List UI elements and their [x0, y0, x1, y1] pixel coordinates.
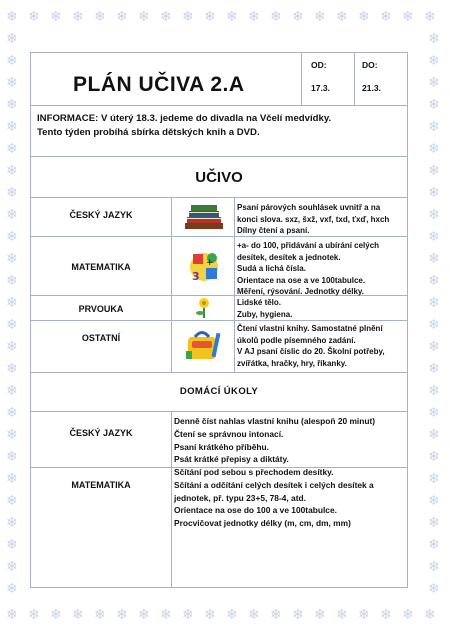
snowflake-icon: ❄	[28, 607, 40, 623]
snowflake-icon: ❄	[182, 607, 194, 623]
divider	[31, 197, 407, 198]
snowflake-icon: ❄	[6, 9, 18, 25]
snowflake-icon: ❄	[6, 471, 18, 487]
homework-line: Sčítání a odčítání celých desítek i celých desítek a	[174, 479, 374, 490]
topic-line: Čtení vlastní knihy. Samostatné plnění	[237, 324, 383, 333]
lesson-plan-sheet	[30, 52, 408, 588]
snowflake-icon: ❄	[428, 53, 440, 69]
snowflake-icon: ❄	[402, 607, 414, 623]
snowflake-icon: ❄	[204, 9, 216, 25]
svg-text:3: 3	[192, 270, 200, 283]
homework-text	[174, 466, 404, 530]
snowflake-icon: ❄	[6, 449, 18, 465]
snowflake-icon: ❄	[72, 607, 84, 623]
divider	[171, 197, 172, 372]
info-line: Tento týden probíhá sbírka dětských knih a DVD.	[37, 126, 260, 138]
info-line: INFORMACE: V úterý 18.3. jedeme do divadla na Včelí medvídky.	[37, 113, 332, 124]
snowflake-icon: ❄	[6, 273, 18, 289]
topic-text	[237, 297, 403, 320]
date-to-value: 21.3.	[362, 83, 381, 93]
homework-line: Denně číst nahlas vlastní knihu (alespoň 20 minut)	[174, 416, 376, 426]
topic-line: Zuby, hygiena.	[237, 309, 293, 319]
books-icon	[183, 203, 225, 231]
topic-line: úkolů podle písemného zadání.	[237, 335, 356, 345]
snowflake-icon: ❄	[6, 607, 18, 623]
snowflake-icon: ❄	[428, 295, 440, 311]
snowflake-icon: ❄	[248, 607, 260, 623]
date-from-value: 17.3.	[311, 83, 330, 93]
date-to-label: DO:	[362, 60, 378, 70]
ucivo-heading: UČIVO	[195, 169, 243, 186]
snowflake-icon: ❄	[50, 9, 62, 25]
snowflake-icon: ❄	[428, 537, 440, 553]
topic-line: zvířátka, hračky, hry, říkanky.	[237, 358, 347, 368]
topic-line: konci slova. sxz, šxž, vxf, txd, ťxď, hxch	[237, 214, 390, 224]
snowflake-icon: ❄	[428, 515, 440, 531]
snowflake-icon: ❄	[428, 251, 440, 267]
snowflake-icon: ❄	[428, 449, 440, 465]
snowflake-icon: ❄	[6, 229, 18, 245]
snowflake-icon: ❄	[314, 607, 326, 623]
snowflake-icon: ❄	[428, 493, 440, 509]
snowflake-icon: ❄	[428, 273, 440, 289]
divider	[31, 411, 407, 412]
snowflake-icon: ❄	[160, 9, 172, 25]
snowflake-icon: ❄	[336, 9, 348, 25]
snowflake-icon: ❄	[6, 97, 18, 113]
divider	[31, 156, 407, 157]
topic-line: Měření, rýsování. Jednotky délky.	[237, 287, 365, 297]
math-icon	[185, 248, 223, 286]
snowflake-icon: ❄	[138, 607, 150, 623]
snowflake-icon: ❄	[428, 581, 440, 597]
snowflake-icon: ❄	[428, 31, 440, 47]
snowflake-icon: ❄	[292, 9, 304, 25]
subject-label: ČESKÝ JAZYK	[69, 428, 133, 438]
snowflake-icon: ❄	[6, 31, 18, 47]
snowflake-icon: ❄	[428, 75, 440, 91]
snowflake-icon: ❄	[204, 607, 216, 623]
snowflake-icon: ❄	[358, 9, 370, 25]
topic-line: Lidské tělo.	[237, 298, 282, 307]
snowflake-icon: ❄	[6, 207, 18, 223]
snowflake-icon: ❄	[428, 383, 440, 399]
homework-line: Orientace na ose do 100 a ve 100tabulce.	[174, 505, 337, 516]
topic-line: V AJ psaní číslic do 20. Školní potřeby,	[237, 347, 385, 357]
snowflake-icon: ❄	[248, 9, 260, 25]
snowflake-icon: ❄	[380, 607, 392, 623]
topic-text	[237, 323, 403, 369]
snowflake-icon: ❄	[428, 405, 440, 421]
snowflake-icon: ❄	[6, 141, 18, 157]
divider	[171, 411, 172, 587]
snowflake-icon: ❄	[6, 317, 18, 333]
snowflake-icon: ❄	[6, 493, 18, 509]
topic-text	[237, 240, 403, 298]
topic-line: Psaní párových souhlásek uvnitř a na	[237, 203, 381, 212]
snowflake-icon: ❄	[428, 185, 440, 201]
snowflake-icon: ❄	[6, 251, 18, 267]
snowflake-icon: ❄	[6, 185, 18, 201]
snowflake-icon: ❄	[182, 9, 194, 25]
homework-line: Procvičovat jednotky délky (m, cm, dm, mm)	[174, 518, 351, 529]
snowflake-icon: ❄	[428, 229, 440, 245]
snowflake-icon: ❄	[6, 383, 18, 399]
subject-label: OSTATNÍ	[81, 333, 121, 343]
snowflake-icon: ❄	[428, 559, 440, 575]
page-title: PLÁN UČIVA 2.A	[73, 73, 245, 96]
snowflake-icon: ❄	[6, 405, 18, 421]
divider	[354, 53, 355, 105]
divider	[234, 197, 235, 372]
snowflake-icon: ❄	[428, 119, 440, 135]
snowflake-icon: ❄	[116, 607, 128, 623]
date-from-label: OD:	[311, 60, 327, 70]
homework-text	[174, 415, 404, 466]
homework-line: Čtení se správnou intonací.	[174, 428, 284, 439]
divider	[31, 105, 407, 106]
snowflake-icon: ❄	[6, 427, 18, 443]
snowflake-icon: ❄	[226, 9, 238, 25]
snowflake-icon: ❄	[424, 9, 436, 25]
snowflake-icon: ❄	[292, 607, 304, 623]
snowflake-icon: ❄	[428, 427, 440, 443]
snowflake-icon: ❄	[428, 471, 440, 487]
snowflake-icon: ❄	[6, 163, 18, 179]
snowflake-icon: ❄	[226, 607, 238, 623]
snowflake-icon: ❄	[428, 207, 440, 223]
snowflake-icon: ❄	[6, 119, 18, 135]
homework-line: jednotek, př. typu 23+5, 78-4, atd.	[174, 492, 306, 503]
topic-line: Sudá a lichá čísla.	[237, 264, 306, 274]
subject-label: MATEMATIKA	[71, 262, 131, 272]
snowflake-icon: ❄	[270, 9, 282, 25]
snowflake-icon: ❄	[428, 339, 440, 355]
topic-line: Orientace na ose a ve 100tabulce.	[237, 275, 366, 285]
topic-line: Dílny čtení a psaní.	[237, 226, 310, 236]
subject-label: MATEMATIKA	[71, 480, 131, 490]
divider	[31, 372, 407, 373]
subject-label: ČESKÝ JAZYK	[69, 210, 133, 220]
school-bag-icon	[184, 327, 224, 361]
info-text	[37, 112, 399, 139]
snowflake-icon: ❄	[6, 537, 18, 553]
snowflake-icon: ❄	[402, 9, 414, 25]
snowflake-icon: ❄	[94, 607, 106, 623]
topic-text	[237, 202, 403, 237]
snowflake-icon: ❄	[116, 9, 128, 25]
snowflake-icon: ❄	[6, 581, 18, 597]
homework-line: Psaní krátkého příběhu.	[174, 441, 269, 452]
snowflake-icon: ❄	[50, 607, 62, 623]
subject-label: PRVOUKA	[78, 304, 124, 314]
snowflake-icon: ❄	[314, 9, 326, 25]
snowflake-icon: ❄	[6, 75, 18, 91]
snowflake-icon: ❄	[428, 163, 440, 179]
snowflake-icon: ❄	[6, 53, 18, 69]
svg-text:+: +	[206, 258, 214, 268]
snowflake-icon: ❄	[380, 9, 392, 25]
homework-line: Sčítání pod sebou s přechodem desítky.	[174, 467, 334, 477]
snowflake-icon: ❄	[160, 607, 172, 623]
snowflake-icon: ❄	[28, 9, 40, 25]
snowflake-icon: ❄	[6, 515, 18, 531]
topic-line: +a- do 100, přidávání a ubírání celých	[237, 241, 380, 250]
snowflake-icon: ❄	[428, 317, 440, 333]
snowflake-icon: ❄	[72, 9, 84, 25]
divider	[301, 53, 302, 105]
snowflake-icon: ❄	[94, 9, 106, 25]
snowflake-icon: ❄	[336, 607, 348, 623]
snowflake-icon: ❄	[428, 141, 440, 157]
snowflake-icon: ❄	[6, 339, 18, 355]
snowflake-icon: ❄	[270, 607, 282, 623]
snowflake-icon: ❄	[428, 361, 440, 377]
snowflake-icon: ❄	[358, 607, 370, 623]
snowflake-icon: ❄	[6, 295, 18, 311]
homework-heading: DOMÁCÍ ÚKOLY	[179, 386, 259, 397]
snowflake-icon: ❄	[138, 9, 150, 25]
snowflake-icon: ❄	[6, 559, 18, 575]
topic-line: desítek, desítek a jednotek.	[237, 252, 341, 262]
snowflake-icon: ❄	[424, 607, 436, 623]
snowflake-icon: ❄	[428, 97, 440, 113]
homework-line: Psát krátké přepisy a diktáty.	[174, 454, 289, 465]
flower-icon	[194, 297, 214, 319]
snowflake-icon: ❄	[6, 361, 18, 377]
